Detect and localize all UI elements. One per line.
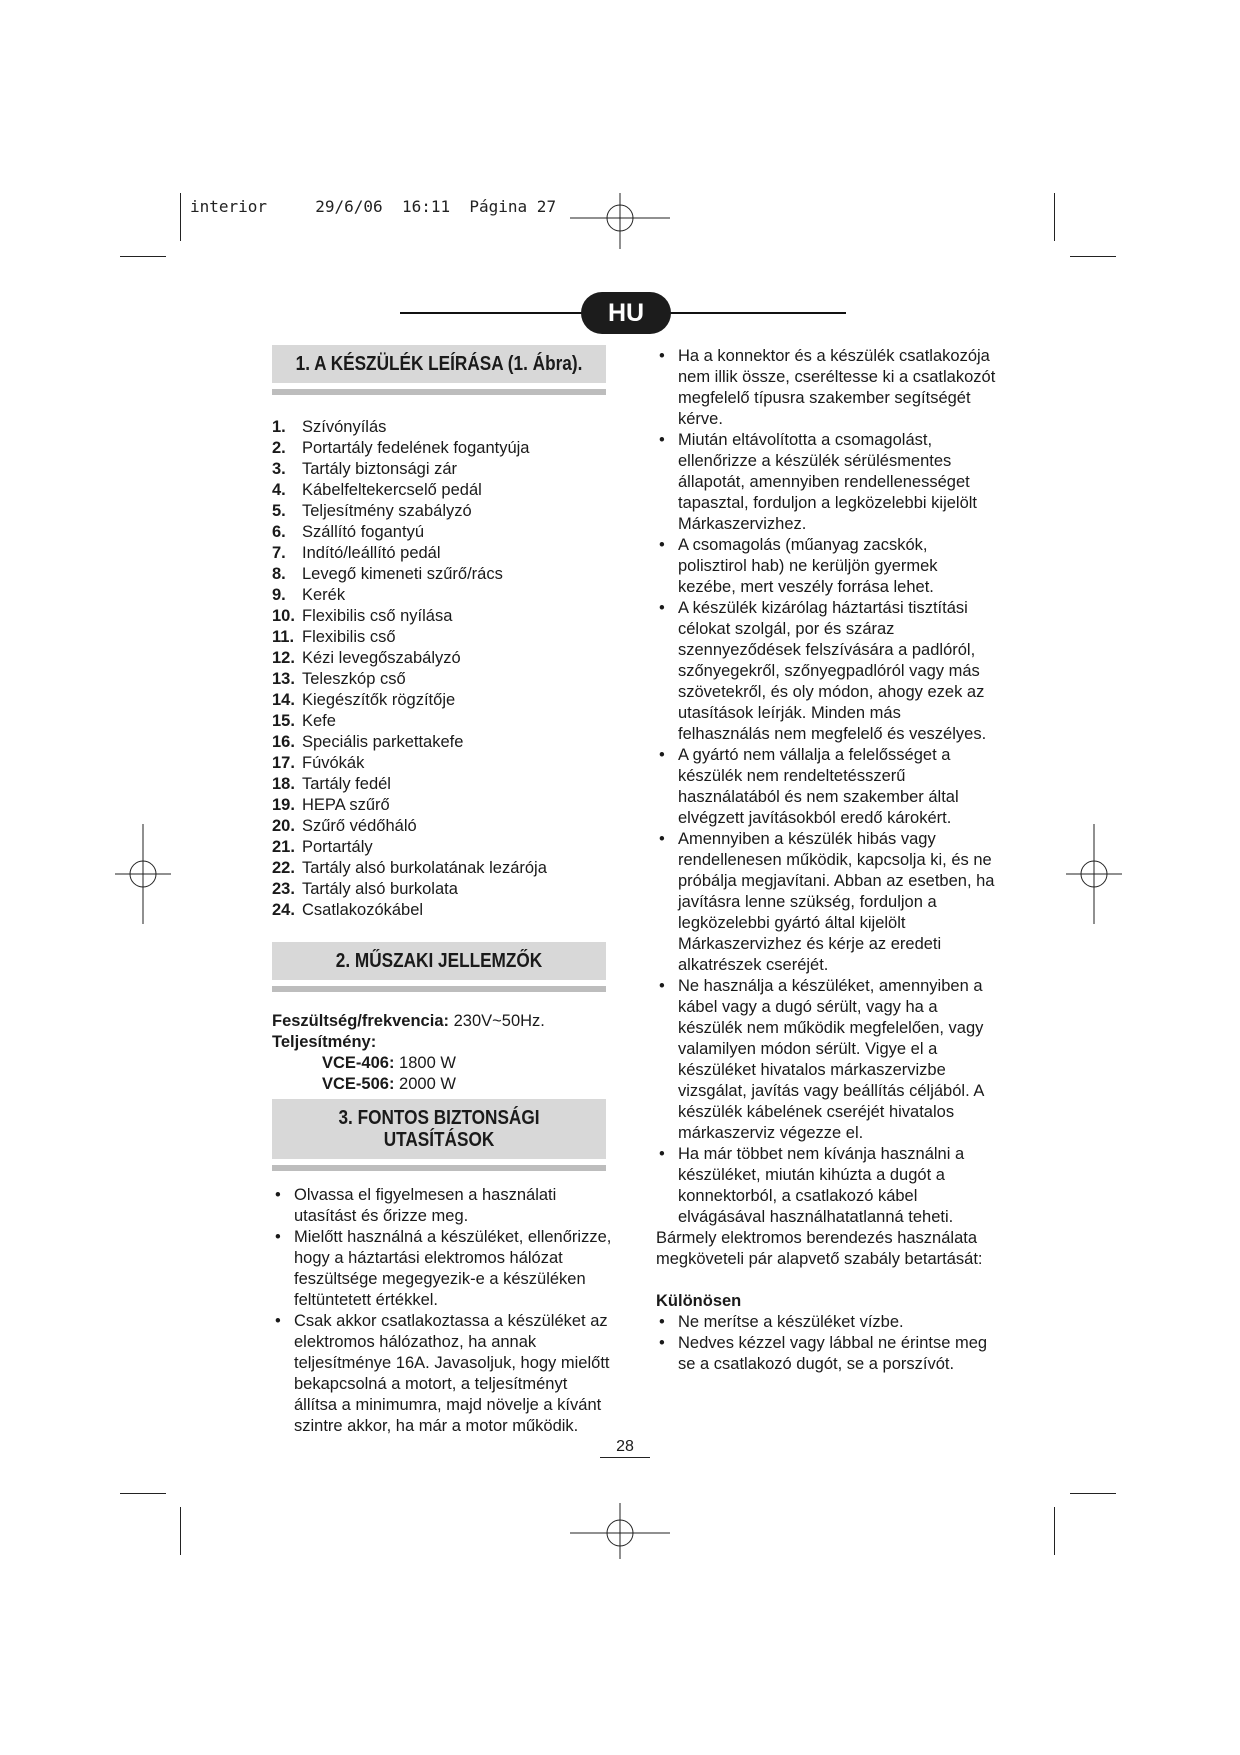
- header-rule-left: [400, 312, 590, 314]
- registration-mark-bottom: [570, 1503, 670, 1559]
- bullet-item: [656, 745, 996, 829]
- bullet-item: [272, 1185, 612, 1227]
- safety-list-right: [656, 346, 996, 1228]
- voltage-label: Feszültség/frekvencia:: [272, 1012, 449, 1030]
- bullet-icon: •: [659, 347, 665, 365]
- bullet-item: [656, 1144, 996, 1228]
- parts-list-item: [272, 837, 612, 858]
- part-label: Fúvókák: [302, 754, 365, 772]
- part-label: Kiegészítők rögzítője: [302, 691, 456, 709]
- parts-list-item: [272, 795, 612, 816]
- part-number: 11.: [272, 628, 295, 646]
- model-power: 1800 W: [399, 1054, 456, 1072]
- especially-list: [656, 1312, 996, 1375]
- part-label: Csatlakozókábel: [302, 901, 424, 919]
- parts-list-item: [272, 627, 612, 648]
- part-label: HEPA szűrő: [302, 796, 390, 814]
- part-label: Tartály fedél: [302, 775, 391, 793]
- bullet-text: A gyártó nem vállalja a felelősséget a készülék nem rendeltetésszerű használatából és nem szakember által elvégzett javításokból eredő károkért.: [678, 746, 959, 827]
- section3-header: [272, 1099, 606, 1171]
- bullet-icon: •: [659, 1145, 665, 1163]
- bullet-item: [656, 1312, 996, 1333]
- model-row: [272, 1074, 612, 1095]
- bullet-text: Olvassa el figyelmesen a használati utasítást és őrizze meg.: [294, 1186, 557, 1225]
- parts-list-item: [272, 459, 612, 480]
- part-number: 14.: [272, 691, 295, 709]
- bullet-icon: •: [659, 599, 665, 617]
- part-number: 16.: [272, 733, 295, 751]
- part-number: 9.: [272, 586, 286, 604]
- part-number: 3.: [272, 460, 286, 478]
- section2-title: 2. MŰSZAKI JELLEMZŐK: [335, 950, 543, 972]
- parts-list-item: [272, 732, 612, 753]
- bullet-item: [656, 430, 996, 535]
- power-label: Teljesítmény:: [272, 1033, 377, 1051]
- section2-header: [272, 942, 606, 992]
- bullet-icon: •: [275, 1312, 281, 1330]
- bullet-icon: •: [659, 746, 665, 764]
- part-number: 23.: [272, 880, 295, 898]
- part-label: Flexibilis cső: [302, 628, 396, 646]
- parts-list-item: [272, 816, 612, 837]
- section1-header: [272, 345, 606, 395]
- part-number: 8.: [272, 565, 286, 583]
- parts-list-item: [272, 711, 612, 732]
- parts-list-item: [272, 606, 612, 627]
- bullet-text: A csomagolás (műanyag zacskók, polisztirol hab) ne kerüljön gyermek kezébe, mert veszély forrása lehet.: [678, 536, 938, 596]
- model-row: [272, 1053, 612, 1074]
- bullet-text: Amennyiben a készülék hibás vagy rendellenesen működik, kapcsolja ki, és ne próbálja megjavítani. Abban az esetben, ha javításra lenne szükség, forduljon a legközelebbi gyártó által kijelölt Márkaszervizhez és kérje az eredeti alkatrészek cseréjét.: [678, 830, 995, 974]
- header-rule-right: [660, 312, 846, 314]
- part-label: Tartály alsó burkolata: [302, 880, 458, 898]
- parts-list-item: [272, 564, 612, 585]
- parts-list-item: [272, 501, 612, 522]
- part-label: Szűrő védőháló: [302, 817, 417, 835]
- registration-mark-left: [115, 824, 171, 924]
- bullet-text: Miután eltávolította a csomagolást, ellenőrizze a készülék sérülésmentes állapotát, amennyiben rendellenességet tapasztal, forduljon a legközelebbi kijelölt Márkaszervizhez.: [678, 431, 978, 533]
- part-number: 22.: [272, 859, 295, 877]
- model-name: VCE-506:: [322, 1075, 395, 1093]
- part-label: Levegő kimeneti szűrő/rács: [302, 565, 503, 583]
- part-number: 4.: [272, 481, 286, 499]
- bullet-item: [656, 976, 996, 1144]
- specs: [272, 1011, 612, 1095]
- part-number: 18.: [272, 775, 295, 793]
- bullet-item: [656, 829, 996, 976]
- bullet-icon: •: [275, 1228, 281, 1246]
- parts-list-item: [272, 858, 612, 879]
- part-number: 2.: [272, 439, 286, 457]
- part-number: 15.: [272, 712, 295, 730]
- bullet-icon: •: [659, 536, 665, 554]
- part-label: Kerék: [302, 586, 346, 604]
- parts-list-item: [272, 753, 612, 774]
- parts-list-item: [272, 417, 612, 438]
- bullet-item: [656, 598, 996, 745]
- parts-list-item: [272, 774, 612, 795]
- language-badge: HU: [581, 292, 671, 334]
- bullet-item: [656, 1333, 996, 1375]
- bullet-item: [656, 346, 996, 430]
- bullet-item: [656, 535, 996, 598]
- part-number: 1.: [272, 418, 286, 436]
- part-number: 20.: [272, 817, 295, 835]
- bullet-text: Ha a konnektor és a készülék csatlakozója nem illik össze, cseréltesse ki a csatlakozót megfelelő típusra szakember segítségét kérve.: [678, 347, 996, 428]
- bullet-text: A készülék kizárólag háztartási tisztítási célokat szolgál, por és száraz szennyeződések felszívására a padlóról, szőnyegekről, szőnyegpadlóról vagy más szövetekről, és oly módon, ahogy ezek az utasítások leírják. Minden más felhasználás nem megfelelő és veszélyes.: [678, 599, 987, 743]
- part-number: 17.: [272, 754, 295, 772]
- part-label: Teleszkóp cső: [302, 670, 406, 688]
- model-name: VCE-406:: [322, 1054, 395, 1072]
- bullet-icon: •: [659, 431, 665, 449]
- bullet-icon: •: [659, 1334, 665, 1352]
- parts-list-item: [272, 585, 612, 606]
- parts-list-item: [272, 690, 612, 711]
- bullet-text: Ha már többet nem kívánja használni a készüléket, miután kihúzta a dugót a konnektorból, a csatlakozó kábel elvágásával használhatatlanná teheti.: [678, 1145, 965, 1226]
- safety-list-left: [272, 1185, 612, 1437]
- part-number: 13.: [272, 670, 295, 688]
- slug-date: 29/6/06: [315, 197, 383, 216]
- bullet-text: Ne használja a készüléket, amennyiben a kábel vagy a dugó sérült, vagy ha a készülék nem működik megfelelően, vagy valamilyen módon sérült. Vigye el a készüléket hivatalos márkaszervizbe vizsgálat, javítás vagy beállítás céljából. A készülék kábelének cseréjét hivatalos márkaszerviz végezze el.: [678, 977, 984, 1142]
- part-label: Teljesítmény szabályzó: [302, 502, 472, 520]
- part-label: Szállító fogantyú: [302, 523, 424, 541]
- especially-heading: Különösen: [656, 1292, 742, 1310]
- parts-list: [272, 417, 612, 921]
- registration-mark-top: [570, 193, 670, 249]
- part-number: 7.: [272, 544, 286, 562]
- left-column: [272, 345, 612, 1437]
- right-column: [656, 346, 996, 1375]
- parts-list-item: [272, 480, 612, 501]
- part-number: 10.: [272, 607, 295, 625]
- parts-list-item: [272, 522, 612, 543]
- part-number: 12.: [272, 649, 295, 667]
- bullet-item: [272, 1311, 612, 1437]
- printer-slug: [190, 197, 556, 216]
- parts-list-item: [272, 543, 612, 564]
- bullet-text: Mielőtt használná a készüléket, ellenőrizze, hogy a háztartási elektromos hálózat feszültsége megegyezik-e a készüléken feltüntetett értékkel.: [294, 1228, 612, 1309]
- part-label: Speciális parkettakefe: [302, 733, 464, 751]
- registration-mark-right: [1066, 824, 1122, 924]
- part-number: 5.: [272, 502, 286, 520]
- voltage-value: 230V~50Hz.: [453, 1012, 545, 1030]
- part-number: 19.: [272, 796, 295, 814]
- section3-title-line1: 3. FONTOS BIZTONSÁGI: [338, 1107, 540, 1129]
- part-label: Tartály biztonsági zár: [302, 460, 457, 478]
- bullet-icon: •: [659, 977, 665, 995]
- part-label: Portartály fedelének fogantyúja: [302, 439, 530, 457]
- bullet-icon: •: [275, 1186, 281, 1204]
- slug-time: 16:11: [401, 197, 451, 216]
- bullet-text: Ne merítse a készüléket vízbe.: [678, 1313, 904, 1331]
- part-label: Kefe: [302, 712, 336, 730]
- parts-list-item: [272, 438, 612, 459]
- page-number: 28: [600, 1437, 650, 1458]
- part-label: Flexibilis cső nyílása: [302, 607, 453, 625]
- part-label: Portartály: [302, 838, 373, 856]
- part-number: 21.: [272, 838, 295, 856]
- parts-list-item: [272, 669, 612, 690]
- voltage-row: [272, 1011, 612, 1032]
- part-number: 24.: [272, 901, 295, 919]
- part-label: Kézi levegőszabályzó: [302, 649, 461, 667]
- slug-name: interior: [190, 197, 268, 216]
- slug-page-label: Página 27: [469, 197, 557, 216]
- part-label: Szívónyílás: [302, 418, 387, 436]
- part-label: Indító/leállító pedál: [302, 544, 441, 562]
- bullet-icon: •: [659, 830, 665, 848]
- bullet-text: Nedves kézzel vagy lábbal ne érintse meg se a csatlakozó dugót, se a porszívót.: [678, 1334, 988, 1373]
- part-label: Tartály alsó burkolatának lezárója: [302, 859, 547, 877]
- model-power: 2000 W: [399, 1075, 456, 1093]
- section3-title-line2: UTASÍTÁSOK: [383, 1129, 495, 1151]
- bullet-item: [272, 1227, 612, 1311]
- parts-list-item: [272, 879, 612, 900]
- parts-list-item: [272, 648, 612, 669]
- general-rule: Bármely elektromos berendezés használata megköveteli pár alapvető szabály betartását:: [656, 1229, 983, 1268]
- part-number: 6.: [272, 523, 286, 541]
- section1-title: 1. A KÉSZÜLÉK LEÍRÁSA (1. Ábra).: [295, 353, 583, 375]
- parts-list-item: [272, 900, 612, 921]
- part-label: Kábelfeltekercselő pedál: [302, 481, 482, 499]
- bullet-text: Csak akkor csatlakoztassa a készüléket az elektromos hálózathoz, ha annak teljesítménye 16A. Javasoljuk, hogy mielőtt bekapcsolná a motort, a teljesítményt állítsa a minimumra, majd növelje a kívánt szintre akkor, ha már a motor működik.: [294, 1312, 610, 1435]
- bullet-icon: •: [659, 1313, 665, 1331]
